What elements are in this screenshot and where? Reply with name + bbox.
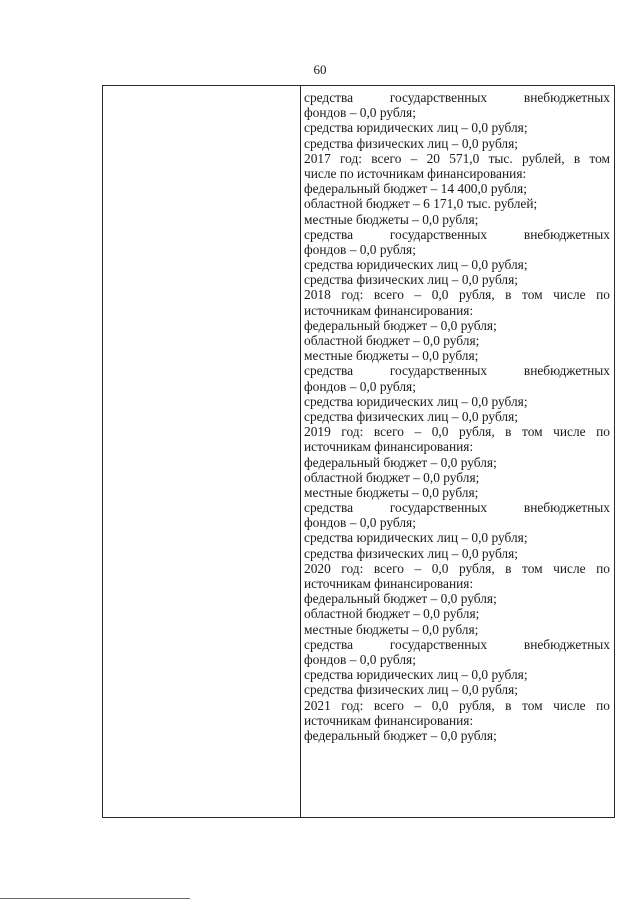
- funding-text-line: числе по источникам финансирования:: [304, 165, 527, 181]
- funding-text-line: федеральный бюджет – 0,0 рубля;: [304, 727, 497, 743]
- funding-text-line: средства юридических лиц – 0,0 рубля;: [304, 120, 528, 136]
- funding-text-line: фондов – 0,0 рубля;: [304, 378, 416, 394]
- funding-text-line: 2020 год: всего – 0,0 рубля, в том числе по: [304, 560, 610, 576]
- funding-text-line: местные бюджеты – 0,0 рубля;: [304, 484, 479, 500]
- funding-text-line: средства юридических лиц – 0,0 рубля;: [304, 257, 528, 273]
- funding-text-line: средства физических лиц – 0,0 рубля;: [304, 272, 518, 288]
- funding-text-line: областной бюджет – 0,0 рубля;: [304, 469, 480, 485]
- funding-text-line: средства юридических лиц – 0,0 рубля;: [304, 530, 528, 546]
- funding-text-line: средства государственных внебюджетных: [304, 500, 610, 516]
- funding-text-line: областной бюджет – 6 171,0 тыс. рублей;: [304, 196, 538, 212]
- funding-text-line: средства физических лиц – 0,0 рубля;: [304, 682, 518, 698]
- funding-text-line: средства государственных внебюджетных: [304, 90, 610, 105]
- funding-text-line: средства государственных внебюджетных: [304, 226, 610, 242]
- funding-text-line: средства государственных внебюджетных: [304, 636, 610, 652]
- funding-text-line: источникам финансирования:: [304, 439, 474, 455]
- funding-text-line: средства юридических лиц – 0,0 рубля;: [304, 667, 528, 683]
- funding-text-line: местные бюджеты – 0,0 рубля;: [304, 348, 479, 364]
- funding-text-line: 2019 год: всего – 0,0 рубля, в том числе по: [304, 424, 610, 440]
- funding-text-line: фондов – 0,0 рубля;: [304, 515, 416, 531]
- funding-text-line: областной бюджет – 0,0 рубля;: [304, 606, 480, 622]
- funding-text-line: федеральный бюджет – 0,0 рубля;: [304, 454, 497, 470]
- funding-text-line: источникам финансирования:: [304, 712, 474, 728]
- funding-text-line: средства физических лиц – 0,0 рубля;: [304, 135, 518, 151]
- funding-text-line: средства юридических лиц – 0,0 рубля;: [304, 393, 528, 409]
- funding-text-line: местные бюджеты – 0,0 рубля;: [304, 621, 479, 637]
- funding-text-line: 2021 год: всего – 0,0 рубля, в том числе по: [304, 697, 610, 713]
- funding-text-line: фондов – 0,0 рубля;: [304, 105, 416, 121]
- funding-text-line: источникам финансирования:: [304, 576, 474, 591]
- funding-text-line: областной бюджет – 0,0 рубля;: [304, 333, 480, 348]
- footer-rule: [0, 898, 190, 899]
- funding-text-line: фондов – 0,0 рубля;: [304, 241, 416, 257]
- funding-text-line: 2017 год: всего – 20 571,0 тыс. рублей, в том: [304, 150, 610, 166]
- funding-text-line: источникам финансирования:: [304, 302, 474, 318]
- funding-text-line: средства государственных внебюджетных: [304, 363, 610, 379]
- funding-text-line: фондов – 0,0 рубля;: [304, 651, 416, 667]
- funding-table: [102, 85, 615, 818]
- table-left-cell: [103, 86, 301, 817]
- funding-text-line: средства физических лиц – 0,0 рубля;: [304, 408, 518, 424]
- funding-text-line: 2018 год: всего – 0,0 рубля, в том числе по: [304, 287, 610, 303]
- funding-text-line: федеральный бюджет – 0,0 рубля;: [304, 317, 497, 333]
- funding-text-line: средства физических лиц – 0,0 рубля;: [304, 545, 518, 561]
- page-number: 60: [313, 62, 327, 77]
- funding-text-line: местные бюджеты – 0,0 рубля;: [304, 211, 479, 227]
- table-right-cell: [301, 86, 614, 817]
- funding-text-line: федеральный бюджет – 0,0 рубля;: [304, 591, 497, 607]
- funding-text-line: федеральный бюджет – 14 400,0 рубля;: [304, 181, 527, 197]
